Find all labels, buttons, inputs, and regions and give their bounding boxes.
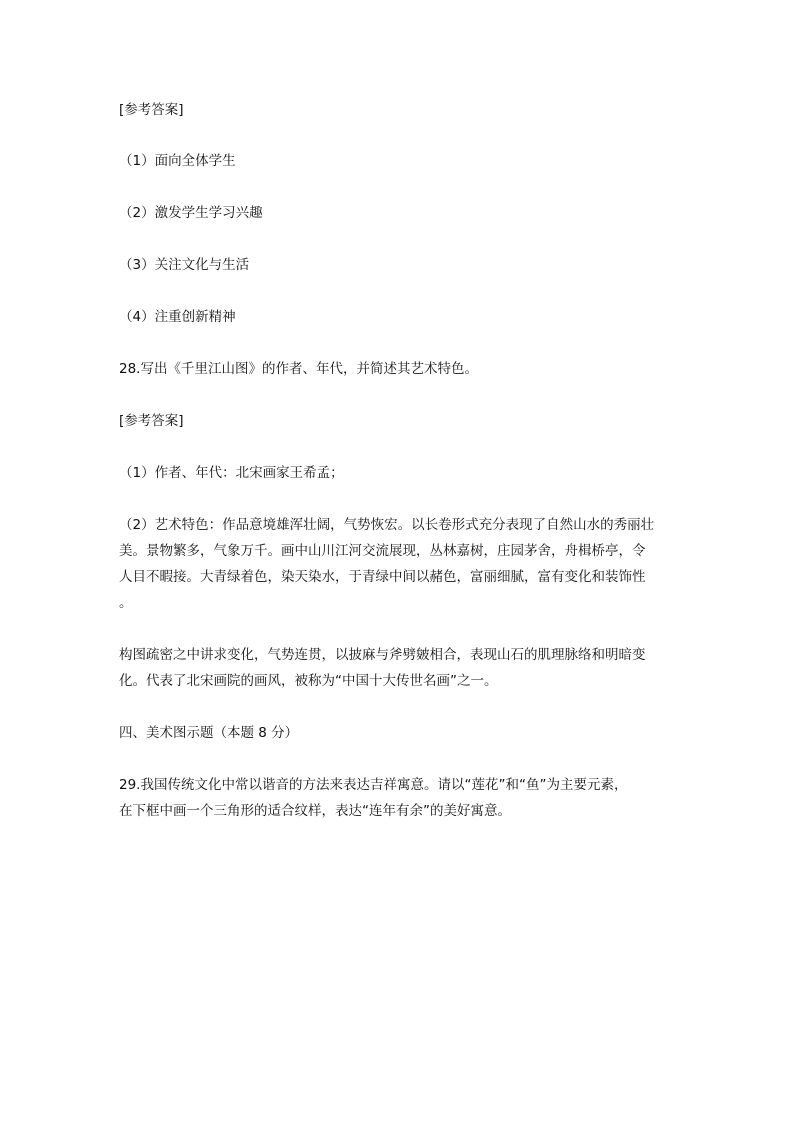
answer-28-1 xyxy=(119,460,344,486)
text-line: 人目不暇接。大青绿着色，染天染水，于青绿中间以赭色，富丽细腻，富有变化和装饰性 xyxy=(119,569,646,585)
text-line: （3）关注文化与生活 xyxy=(119,257,250,273)
text-line: 28.写出《千里江山图》的作者、年代，并简述其艺术特色。 xyxy=(119,361,478,377)
text-line: （2）艺术特色：作品意境雄浑壮阔，气势恢宏。以长卷形式充分表现了自然山水的秀丽壮 xyxy=(119,517,655,533)
text-line: [参考答案] xyxy=(119,102,184,118)
section-heading-4 xyxy=(119,720,298,746)
answer-item-1 xyxy=(119,148,236,174)
text-line: 29.我国传统文化中常以谐音的方法来表达吉祥寓意。请以“莲花”和“鱼”为主要元素， xyxy=(119,777,628,793)
text-line: 。 xyxy=(119,595,133,611)
text-line: （2）激发学生学习兴趣 xyxy=(119,205,263,221)
answer-28-composition xyxy=(119,642,646,694)
answer-28-2 xyxy=(119,512,654,616)
question-29 xyxy=(119,772,627,824)
text-line: 化。代表了北宋画院的画风，被称为“中国十大传世名画”之一。 xyxy=(119,673,498,689)
question-28 xyxy=(119,356,478,382)
text-line: （4）注重创新精神 xyxy=(119,309,236,325)
text-line: [参考答案] xyxy=(119,413,184,429)
text-line: （1）面向全体学生 xyxy=(119,153,236,169)
text-line: 构图疏密之中讲求变化，气势连贯，以披麻与斧劈皴相合，表现山石的肌理脉络和明暗变 xyxy=(119,647,646,663)
answer-item-3 xyxy=(119,252,249,278)
text-line: 四、美术图示题（本题 8 分） xyxy=(119,725,299,741)
answer-heading xyxy=(119,408,184,434)
answer-item-4 xyxy=(119,304,236,330)
answer-item-2 xyxy=(119,200,263,226)
text-line: （1）作者、年代：北宋画家王希孟； xyxy=(119,465,344,481)
text-line: 在下框中画一个三角形的适合纹样，表达“连年有余”的美好寓意。 xyxy=(119,803,511,819)
text-line: 美。景物繁多，气象万千。画中山川江河交流展现，丛林嘉树，庄园茅舍，舟楫桥亭，令 xyxy=(119,543,646,559)
answer-heading xyxy=(119,97,184,123)
